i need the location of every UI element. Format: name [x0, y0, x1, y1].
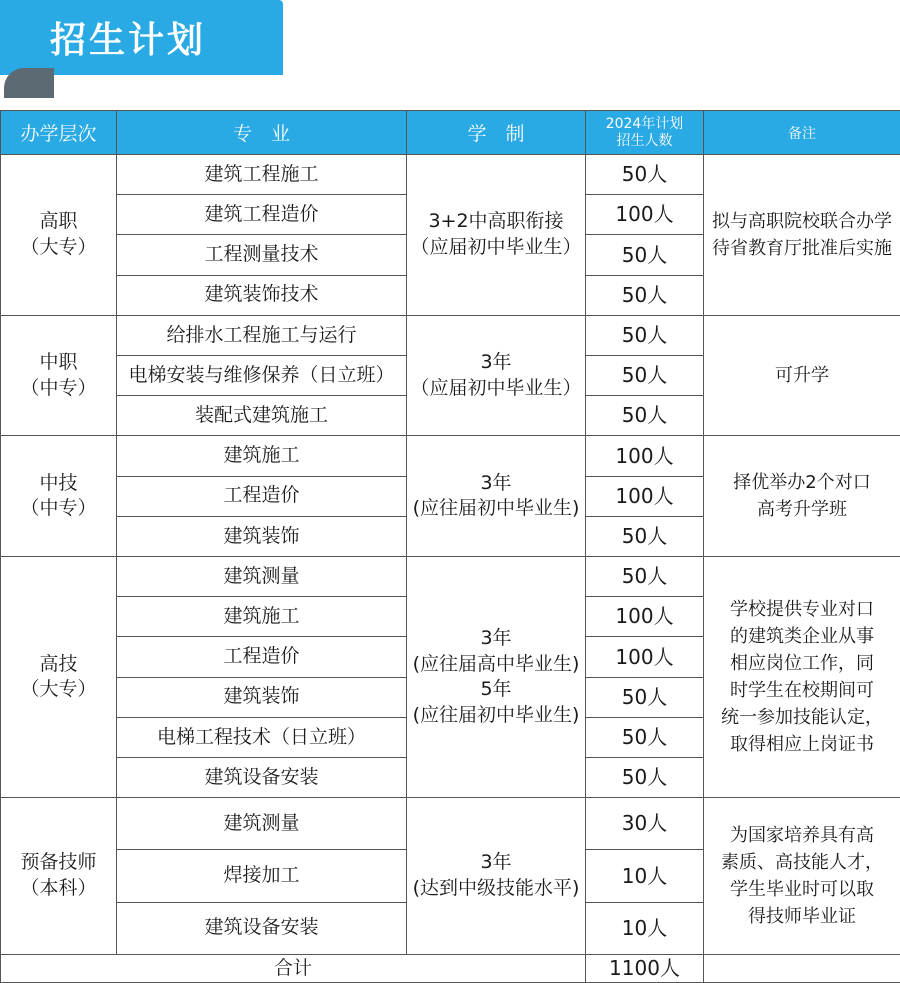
header-level: 办学层次: [1, 111, 117, 155]
note-line: 可升学: [775, 365, 829, 387]
header-plan-count: [586, 111, 704, 155]
level-cell: [1, 557, 117, 798]
count-cell: 100人: [586, 476, 704, 516]
count-cell: 10人: [586, 850, 704, 902]
count-cell: 50人: [586, 275, 704, 315]
duration-line: (应往届高中毕业生): [412, 652, 580, 675]
note-line: 时学生在校期间可: [730, 680, 874, 702]
level-name: 预备技师: [20, 851, 97, 874]
table-row: [1, 798, 900, 850]
note-cell: [704, 315, 900, 436]
section-banner: [0, 0, 283, 75]
note-cell: [704, 798, 900, 955]
duration-cell: [407, 798, 586, 955]
count-cell: 50人: [586, 315, 704, 355]
note-line: 为国家培养具有高: [730, 825, 874, 847]
level-degree: （本科）: [20, 877, 97, 900]
header-plan-line2: 招生人数: [616, 132, 673, 149]
note-line: 取得相应上岗证书: [730, 734, 874, 756]
note-line: 得技师毕业证: [748, 906, 856, 928]
level-name: 中技: [39, 471, 78, 494]
level-cell: [1, 315, 117, 436]
count-cell: 50人: [586, 396, 704, 436]
major-cell: 电梯工程技术（日立班）: [117, 717, 407, 757]
count-cell: 10人: [586, 902, 704, 954]
note-line: 择优举办2个对口: [733, 472, 871, 494]
level-name: 中职: [39, 350, 78, 373]
major-cell: 给排水工程施工与运行: [117, 315, 407, 355]
total-row: [1, 955, 900, 983]
major-cell: 工程测量技术: [117, 235, 407, 275]
banner-tab-decoration: [4, 68, 54, 98]
total-count: 1100人: [586, 955, 704, 983]
major-cell: 建筑设备安装: [117, 902, 407, 954]
duration-line: 3年: [480, 350, 512, 373]
count-cell: 50人: [586, 758, 704, 798]
header-note: 备注: [704, 111, 900, 155]
level-degree: （大专）: [20, 235, 97, 258]
major-cell: 建筑装饰技术: [117, 275, 407, 315]
duration-line: (达到中级技能水平): [412, 877, 580, 900]
major-cell: 工程造价: [117, 476, 407, 516]
duration-line: 3年: [480, 851, 512, 874]
count-cell: 50人: [586, 516, 704, 556]
total-label: 合计: [1, 955, 586, 983]
count-cell: 50人: [586, 356, 704, 396]
note-line: 素质、高技能人才，: [721, 852, 883, 874]
header-major: 专 业: [117, 111, 407, 155]
duration-line: （应届初中毕业生）: [410, 376, 582, 399]
level-degree: （中专）: [20, 497, 97, 520]
major-cell: 建筑测量: [117, 557, 407, 597]
duration-line: （应届初中毕业生）: [410, 235, 582, 258]
count-cell: 100人: [586, 195, 704, 235]
note-line: 相应岗位工作，同: [730, 653, 874, 675]
note-line: 高考升学班: [757, 499, 847, 521]
major-cell: 工程造价: [117, 637, 407, 677]
duration-cell: [407, 315, 586, 436]
level-cell: [1, 798, 117, 955]
count-cell: 50人: [586, 717, 704, 757]
enrollment-plan-table: [0, 110, 900, 983]
count-cell: 50人: [586, 677, 704, 717]
level-name: 高技: [39, 652, 78, 675]
level-cell: [1, 155, 117, 316]
major-cell: 建筑装饰: [117, 677, 407, 717]
table-body: [1, 155, 900, 955]
major-cell: 焊接加工: [117, 850, 407, 902]
major-cell: 建筑装饰: [117, 516, 407, 556]
duration-cell: [407, 557, 586, 798]
table-row: [1, 557, 900, 597]
table-header-row: [1, 111, 900, 155]
duration-line: 3+2中高职衔接: [428, 210, 564, 233]
major-cell: 建筑设备安装: [117, 758, 407, 798]
note-cell: [704, 557, 900, 798]
note-line: 统一参加技能认定，: [721, 707, 883, 729]
level-degree: （大专）: [20, 678, 97, 701]
note-line: 学生毕业时可以取: [730, 879, 874, 901]
total-note: [704, 955, 900, 983]
table-row: [1, 436, 900, 476]
table-row: [1, 155, 900, 195]
count-cell: 50人: [586, 235, 704, 275]
header-plan-line1: 2024年计划: [605, 115, 684, 132]
major-cell: 建筑施工: [117, 597, 407, 637]
duration-line: 3年: [480, 626, 512, 649]
duration-line: (应往届初中毕业生): [412, 497, 580, 520]
count-cell: 100人: [586, 637, 704, 677]
count-cell: 100人: [586, 597, 704, 637]
duration-cell: [407, 436, 586, 557]
note-cell: [704, 155, 900, 316]
duration-line: (应往届初中毕业生): [412, 703, 580, 726]
note-cell: [704, 436, 900, 557]
note-line: 的建筑类企业从事: [730, 626, 874, 648]
duration-line: 3年: [480, 471, 512, 494]
count-cell: 100人: [586, 436, 704, 476]
count-cell: 30人: [586, 798, 704, 850]
major-cell: 电梯安装与维修保养（日立班）: [117, 356, 407, 396]
level-cell: [1, 436, 117, 557]
count-cell: 50人: [586, 557, 704, 597]
major-cell: 建筑工程造价: [117, 195, 407, 235]
major-cell: 建筑施工: [117, 436, 407, 476]
major-cell: 装配式建筑施工: [117, 396, 407, 436]
table-row: [1, 315, 900, 355]
major-cell: 建筑测量: [117, 798, 407, 850]
banner-title: 招生计划: [50, 20, 207, 61]
major-cell: 建筑工程施工: [117, 155, 407, 195]
note-line: 学校提供专业对口: [730, 599, 874, 621]
duration-cell: [407, 155, 586, 316]
level-name: 高职: [39, 210, 78, 233]
duration-line: 5年: [480, 678, 512, 701]
level-degree: （中专）: [20, 376, 97, 399]
header-duration: 学 制: [407, 111, 586, 155]
count-cell: 50人: [586, 155, 704, 195]
note-line: 待省教育厅批准后实施: [712, 237, 892, 259]
note-line: 拟与高职院校联合办学: [712, 210, 892, 232]
